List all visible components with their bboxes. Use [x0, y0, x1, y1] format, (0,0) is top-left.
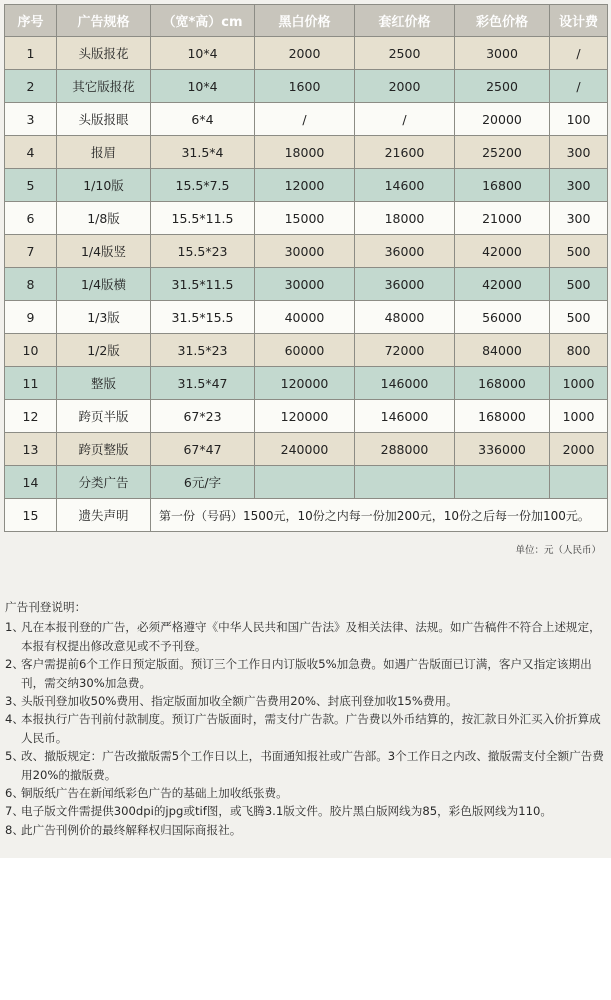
note-number: 5、: [5, 749, 24, 764]
cell-spec: 头版报眼: [57, 103, 151, 136]
cell-no: 9: [5, 301, 57, 334]
cell-size: 10*4: [151, 70, 255, 103]
cell-no: 4: [5, 136, 57, 169]
cell-bw: 60000: [255, 334, 355, 367]
note-number: 3、: [5, 694, 24, 709]
table-row: [5, 268, 608, 301]
cell-size: 31.5*47: [151, 367, 255, 400]
header-bw-price: 黑白价格: [255, 5, 355, 37]
note-number: 2、: [5, 657, 24, 672]
cell-bw: 15000: [255, 202, 355, 235]
table-row: [5, 136, 608, 169]
note-item: [5, 618, 605, 655]
note-text: 此广告刊例价的最终解释权归国际商报社。: [21, 822, 242, 837]
table-row: [5, 37, 608, 70]
cell-size: 15.5*7.5: [151, 169, 255, 202]
cell-red: 146000: [355, 367, 455, 400]
cell-design: 500: [550, 301, 608, 334]
cell-no: 12: [5, 400, 57, 433]
cell-bw: 18000: [255, 136, 355, 169]
note-number: 4、: [5, 712, 24, 727]
cell-no: 5: [5, 169, 57, 202]
note-number: 1、: [5, 620, 24, 635]
header-spec: 广告规格: [57, 5, 151, 37]
cell-no: 13: [5, 433, 57, 466]
cell-bw: 2000: [255, 37, 355, 70]
cell-red: [355, 466, 455, 499]
cell-bw: 30000: [255, 268, 355, 301]
cell-size: 31.5*15.5: [151, 301, 255, 334]
cell-no: 1: [5, 37, 57, 70]
note-item: [5, 655, 605, 692]
header-size: （宽*高）cm: [151, 5, 255, 37]
header-no: 序号: [5, 5, 57, 37]
cell-no: 10: [5, 334, 57, 367]
cell-bw: 30000: [255, 235, 355, 268]
cell-design: 100: [550, 103, 608, 136]
cell-red: 36000: [355, 235, 455, 268]
cell-spec: 跨页半版: [57, 400, 151, 433]
note-text: 铜版纸广告在新闻纸彩色广告的基础上加收纸张费。: [21, 786, 288, 801]
cell-red: 146000: [355, 400, 455, 433]
note-text: 凡在本报刊登的广告，必须严格遵守《中华人民共和国广告法》及相关法律、法规。如广告稿件不符合上述规定，本报有权提出修改意见或不予刊登。: [21, 620, 601, 653]
cell-size: 31.5*4: [151, 136, 255, 169]
cell-no: 8: [5, 268, 57, 301]
cell-color: 20000: [455, 103, 550, 136]
header-red-price: 套红价格: [355, 5, 455, 37]
cell-design: [550, 466, 608, 499]
cell-red: 21600: [355, 136, 455, 169]
cell-bw: 120000: [255, 400, 355, 433]
cell-no: 7: [5, 235, 57, 268]
note-number: 7、: [5, 804, 24, 819]
cell-size: 31.5*23: [151, 334, 255, 367]
cell-spec: 跨页整版: [57, 433, 151, 466]
cell-red: 14600: [355, 169, 455, 202]
unit-note: 单位：元（人民币）: [515, 545, 601, 556]
cell-red: 48000: [355, 301, 455, 334]
cell-bw: 40000: [255, 301, 355, 334]
cell-note: 第一份（号码）1500元，10份之内每一份加200元，10份之后每一份加100元。: [151, 499, 608, 532]
cell-spec: 1/4版横: [57, 268, 151, 301]
cell-spec: 遗失声明: [57, 499, 151, 532]
cell-red: 2000: [355, 70, 455, 103]
cell-design: /: [550, 70, 608, 103]
cell-color: [455, 466, 550, 499]
cell-design: 300: [550, 169, 608, 202]
cell-color: 2500: [455, 70, 550, 103]
table-row: [5, 70, 608, 103]
cell-no: 3: [5, 103, 57, 136]
cell-no: 6: [5, 202, 57, 235]
cell-spec: 报眉: [57, 136, 151, 169]
note-item: [5, 784, 605, 802]
cell-design: 1000: [550, 400, 608, 433]
cell-red: /: [355, 103, 455, 136]
cell-color: 56000: [455, 301, 550, 334]
note-number: 6、: [5, 786, 24, 801]
cell-bw: 120000: [255, 367, 355, 400]
cell-spec: 1/8版: [57, 202, 151, 235]
note-item: [5, 710, 605, 747]
cell-bw: /: [255, 103, 355, 136]
cell-red: 2500: [355, 37, 455, 70]
cell-color: 336000: [455, 433, 550, 466]
table-row: [5, 103, 608, 136]
cell-color: 168000: [455, 367, 550, 400]
notes-list: [5, 618, 605, 839]
cell-color: 42000: [455, 235, 550, 268]
table-row: [5, 334, 608, 367]
note-number: 8、: [5, 822, 24, 837]
note-text: 头版刊登加收50%费用、指定版面加收全额广告费用20%、封底刊登加收15%费用。: [21, 694, 458, 709]
ad-rate-table: [4, 4, 608, 532]
note-text: 改、撤版规定：广告改撤版需5个工作日以上，书面通知报社或广告部。3个工作日之内改、撤版需支付全额广告费用20%的撤版费。: [21, 749, 604, 782]
cell-no: 15: [5, 499, 57, 532]
note-text: 本报执行广告刊前付款制度。预订广告版面时，需支付广告款。广告费以外币结算的，按汇款日外汇买入价折算成人民币。: [21, 712, 601, 745]
table-row: [5, 202, 608, 235]
cell-size: 31.5*11.5: [151, 268, 255, 301]
cell-design: 300: [550, 202, 608, 235]
table-row: [5, 499, 608, 532]
cell-spec: 其它版报花: [57, 70, 151, 103]
cell-red: 288000: [355, 433, 455, 466]
cell-size: 15.5*23: [151, 235, 255, 268]
cell-color: 16800: [455, 169, 550, 202]
cell-color: 21000: [455, 202, 550, 235]
cell-spec: 1/2版: [57, 334, 151, 367]
cell-size: 6元/字: [151, 466, 255, 499]
table-row: [5, 301, 608, 334]
cell-design: 800: [550, 334, 608, 367]
cell-spec: 1/3版: [57, 301, 151, 334]
cell-red: 18000: [355, 202, 455, 235]
table-row: [5, 466, 608, 499]
cell-spec: 分类广告: [57, 466, 151, 499]
cell-design: 300: [550, 136, 608, 169]
cell-color: 168000: [455, 400, 550, 433]
cell-no: 14: [5, 466, 57, 499]
header-design-fee: 设计费: [550, 5, 608, 37]
cell-design: 500: [550, 235, 608, 268]
cell-red: 36000: [355, 268, 455, 301]
cell-design: 2000: [550, 433, 608, 466]
cell-bw: [255, 466, 355, 499]
note-text: 电子版文件需提供300dpi的jpg或tif图，或飞腾3.1版文件。胶片黑白版网线为85，彩色版网线为110。: [21, 804, 552, 819]
cell-spec: 1/10版: [57, 169, 151, 202]
cell-size: 67*47: [151, 433, 255, 466]
note-text: 客户需提前6个工作日预定版面。预订三个工作日内订版收5%加急费。如遇广告版面已订满，客户又指定该期出刊，需交纳30%加急费。: [21, 657, 592, 690]
table-row: [5, 367, 608, 400]
cell-color: 25200: [455, 136, 550, 169]
cell-design: /: [550, 37, 608, 70]
cell-no: 11: [5, 367, 57, 400]
note-item: [5, 692, 605, 710]
note-item: [5, 747, 605, 784]
cell-design: 500: [550, 268, 608, 301]
table-row: [5, 169, 608, 202]
cell-spec: 头版报花: [57, 37, 151, 70]
table-row: [5, 400, 608, 433]
cell-bw: 1600: [255, 70, 355, 103]
cell-red: 72000: [355, 334, 455, 367]
cell-color: 42000: [455, 268, 550, 301]
cell-size: 67*23: [151, 400, 255, 433]
cell-color: 84000: [455, 334, 550, 367]
cell-bw: 240000: [255, 433, 355, 466]
cell-design: 1000: [550, 367, 608, 400]
cell-size: 6*4: [151, 103, 255, 136]
header-color-price: 彩色价格: [455, 5, 550, 37]
cell-bw: 12000: [255, 169, 355, 202]
ad-notes: [5, 598, 605, 839]
table-header-row: [5, 5, 608, 37]
cell-no: 2: [5, 70, 57, 103]
cell-size: 10*4: [151, 37, 255, 70]
table-row: [5, 235, 608, 268]
cell-spec: 1/4版竖: [57, 235, 151, 268]
cell-color: 3000: [455, 37, 550, 70]
cell-size: 15.5*11.5: [151, 202, 255, 235]
cell-spec: 整版: [57, 367, 151, 400]
note-item: [5, 802, 605, 820]
notes-title: 广告刊登说明：: [5, 600, 87, 614]
table-row: [5, 433, 608, 466]
note-item: [5, 821, 605, 839]
